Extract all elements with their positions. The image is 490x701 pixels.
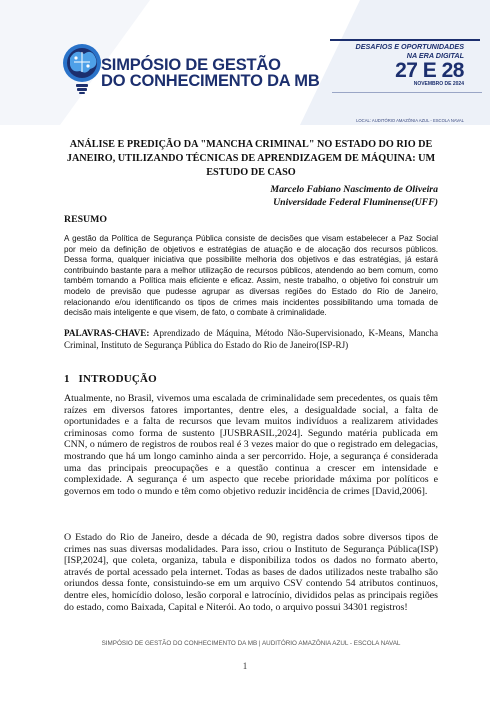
keywords-text: Aprendizado de Máquina, Método Não-Supervisionado, K-Means, Mancha Criminal, Instituto de Segurança Pública do Estado do Rio de Janeiro(ISP-RJ)	[64, 328, 438, 350]
author-affiliation: Universidade Federal Fluminense(UFF)	[273, 196, 438, 208]
section-heading-introduction: 1 INTRODUÇÃO	[64, 373, 157, 385]
event-month: NOVEMBRO DE 2024	[413, 81, 464, 87]
logo-line-1: SIMPÓSIO DE GESTÃO	[101, 56, 281, 74]
event-logo-title	[101, 57, 320, 89]
resumo-heading: RESUMO	[64, 214, 108, 225]
intro-paragraph-1: Atualmente, no Brasil, vivemos uma escalada de criminalidade sem precedentes, os quais têm raízes em diversos fatores importantes, dentre eles, a desigualdade social, a falta de oportunidades e a falta de recursos que levam muitos indivíduos a realizarem atividades criminosas como forma de sustento [JUSBRASIL,2024]. Segundo matéria publicada em CNN, o número de registros de roubos real é 3 vezes maior do que o registrado em delegacias, mostrando que há um longo caminho ainda a ser percorrido. Hoje, a segurança é considerada uma das principais preocupações e a questão continua a crescer em intensidade e complexidade. A segurança é um aspecto que recebe prioridade máxima por políticos e governos em todo o mundo e têm como objetivo reduzir incidência de crimes [David,2006].	[64, 393, 438, 497]
intro-paragraph-2: O Estado do Rio de Janeiro, desde a década de 90, registra dados sobre diversos tipos de crimes nas suas diversas modalidades. Para isso, criou o Instituto de Segurança Pública(ISP) [ISP,2024], que coleta, organiza, tabula e disponibiliza todos os dados no formato aberto, através de portal acessado pela internet. Todas as bases de dados utilizados neste trabalho são oriundos dessa fonte, consistuindo-se em um arquivo CSV contendo 54 atributos continuos, dentre eles, homicídio doloso, lesão corporal e latrocínio, divididos pelas as principais regiões do estado, como Baixada, Capital e Niterói. Ao todo, o arquivo possui 34301 registros!	[64, 532, 438, 613]
author-name: Marcelo Fabiano Nascimento de Oliveira	[270, 184, 438, 195]
event-info	[355, 42, 465, 123]
abstract-text: A gestão da Política de Segurança Pública consiste de decisões que visam estabelecer a Paz Social por meio da definição de objetivos e estratégias de atuação e de alocação dos recursos públicos. Dessa forma, qualquer iniciativa que possibilite melhoria dos objetivos e das estratégias, já estará contribuindo bastante para a melhor utilização de recursos públicos, atendendo ao bem comum, como também tornando a Política mais eficiente e eficaz. Assim, neste trabalho, o objetivo foi construir um modelo de previsão que pudesse agrupar as diversas regiões do Estado do Rio de Janeiro, relacionando e/ou identificando os tipos de crimes mais incidentes possibilitando uma tomada de decisão mais inteligente e que visem, de fato, o combate à criminalidade.	[64, 234, 438, 318]
event-tagline-1: DESAFIOS E OPORTUNIDADES	[355, 42, 464, 51]
event-dates: 27 E 28	[395, 59, 464, 82]
page-footer: SIMPÓSIO DE GESTÃO DO CONHECIMENTO DA MB | AUDITÓRIO AMAZÔNIA AZUL - ESCOLA NAVAL	[101, 640, 401, 647]
event-tagline-2: NA ERA DIGITAL	[406, 51, 464, 60]
page-number: 1	[242, 661, 248, 671]
paper-title: ANÁLISE E PREDIÇÃO DA "MANCHA CRIMINAL" NO ESTADO DO RIO DE JANEIRO, UTILIZANDO TÉCNICAS DE APRENDIZAGEM DE MÁQUINA: UM ESTUDO DE CASO	[66, 139, 436, 178]
keywords-block	[64, 328, 438, 351]
event-location: LOCAL: AUDITÓRIO AMAZÔNIA AZUL - ESCOLA NAVAL	[356, 118, 464, 123]
logo-line-2: DO CONHECIMENTO DA MB	[101, 72, 320, 90]
author-block	[64, 184, 438, 209]
keywords-label: PALAVRAS-CHAVE:	[64, 328, 150, 338]
